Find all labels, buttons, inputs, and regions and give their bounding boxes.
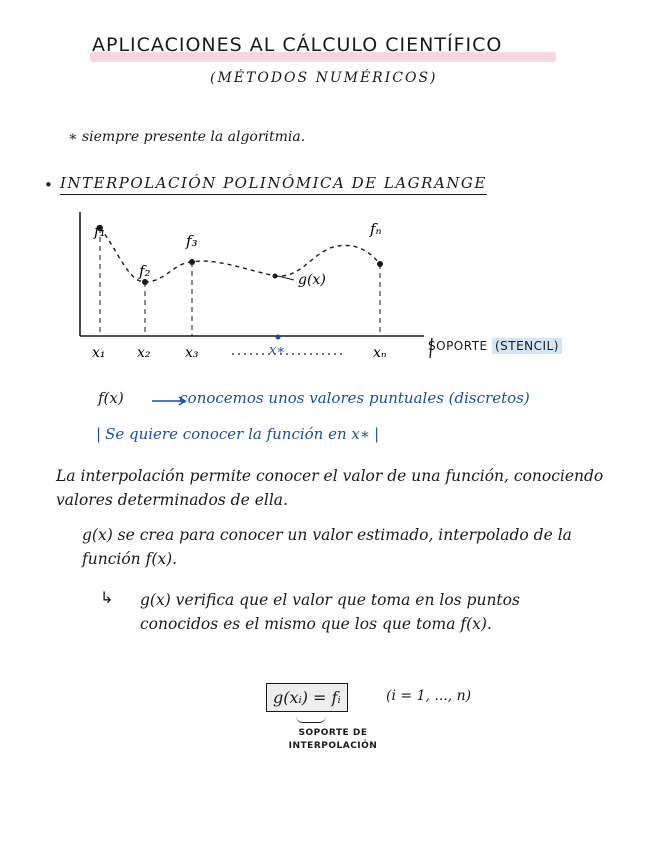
point-x-star <box>276 335 281 340</box>
gx-property: g(x) verifica que el valor que toma en los puntos conocidos es el mismo que los que toma f(x). <box>140 591 520 633</box>
interpolation-condition: g(xᵢ) = fᵢ <box>266 683 348 712</box>
section-bullet: • <box>44 176 53 194</box>
index-range: (i = 1, ..., n) <box>386 688 472 704</box>
label-x3: x₃ <box>185 345 199 361</box>
support-underbrace <box>296 716 326 723</box>
label-f2: f₂ <box>139 262 151 280</box>
stencil-word: (STENCIL) <box>492 338 562 354</box>
point-gx <box>273 274 278 279</box>
label-x2: x₂ <box>137 345 151 361</box>
hook-arrow-icon: ↳ <box>100 588 114 607</box>
page-title: APLICACIONES AL CÁLCULO CIENTÍFICO <box>92 34 503 56</box>
label-x1: x₁ <box>92 345 106 361</box>
label-gx: g(x) <box>298 272 326 288</box>
support-label <box>428 339 562 353</box>
label-f1: f₁ <box>94 222 106 240</box>
discrete-values-text: conocemos unos valores puntuales (discretos) <box>179 389 530 407</box>
algorithm-note: ∗ siempre presente la algoritmia. <box>68 129 306 145</box>
label-x-star: x∗ <box>269 343 286 358</box>
label-fn: fₙ <box>370 220 382 238</box>
gx-definition: g(x) se crea para conocer un valor estimado, interpolado de la función f(x). <box>82 526 572 568</box>
label-xn: xₙ <box>373 345 387 361</box>
page-subtitle: (MÉTODOS NUMÉRICOS) <box>210 70 438 86</box>
point-n <box>377 261 383 267</box>
point-3 <box>189 259 195 265</box>
goal-note: | Se quiere conocer la función en x∗ | <box>96 425 380 443</box>
interpolation-definition: La interpolación permite conocer el valor de una función, conociendo valores determinados de ella. <box>56 467 604 509</box>
gx-pointer <box>278 276 294 280</box>
goal-text: Se quiere conocer la función en x∗ <box>105 425 371 443</box>
section-title: INTERPOLACIÓN POLINÓMICA DE LAGRANGE <box>60 174 487 195</box>
label-f3: f₃ <box>186 232 198 250</box>
discrete-values-note <box>98 389 530 407</box>
fx-label: f(x) <box>98 389 124 407</box>
support-note: SOPORTE DE INTERPOLACIÓN <box>288 728 378 751</box>
support-word: SOPORTE <box>428 339 488 353</box>
